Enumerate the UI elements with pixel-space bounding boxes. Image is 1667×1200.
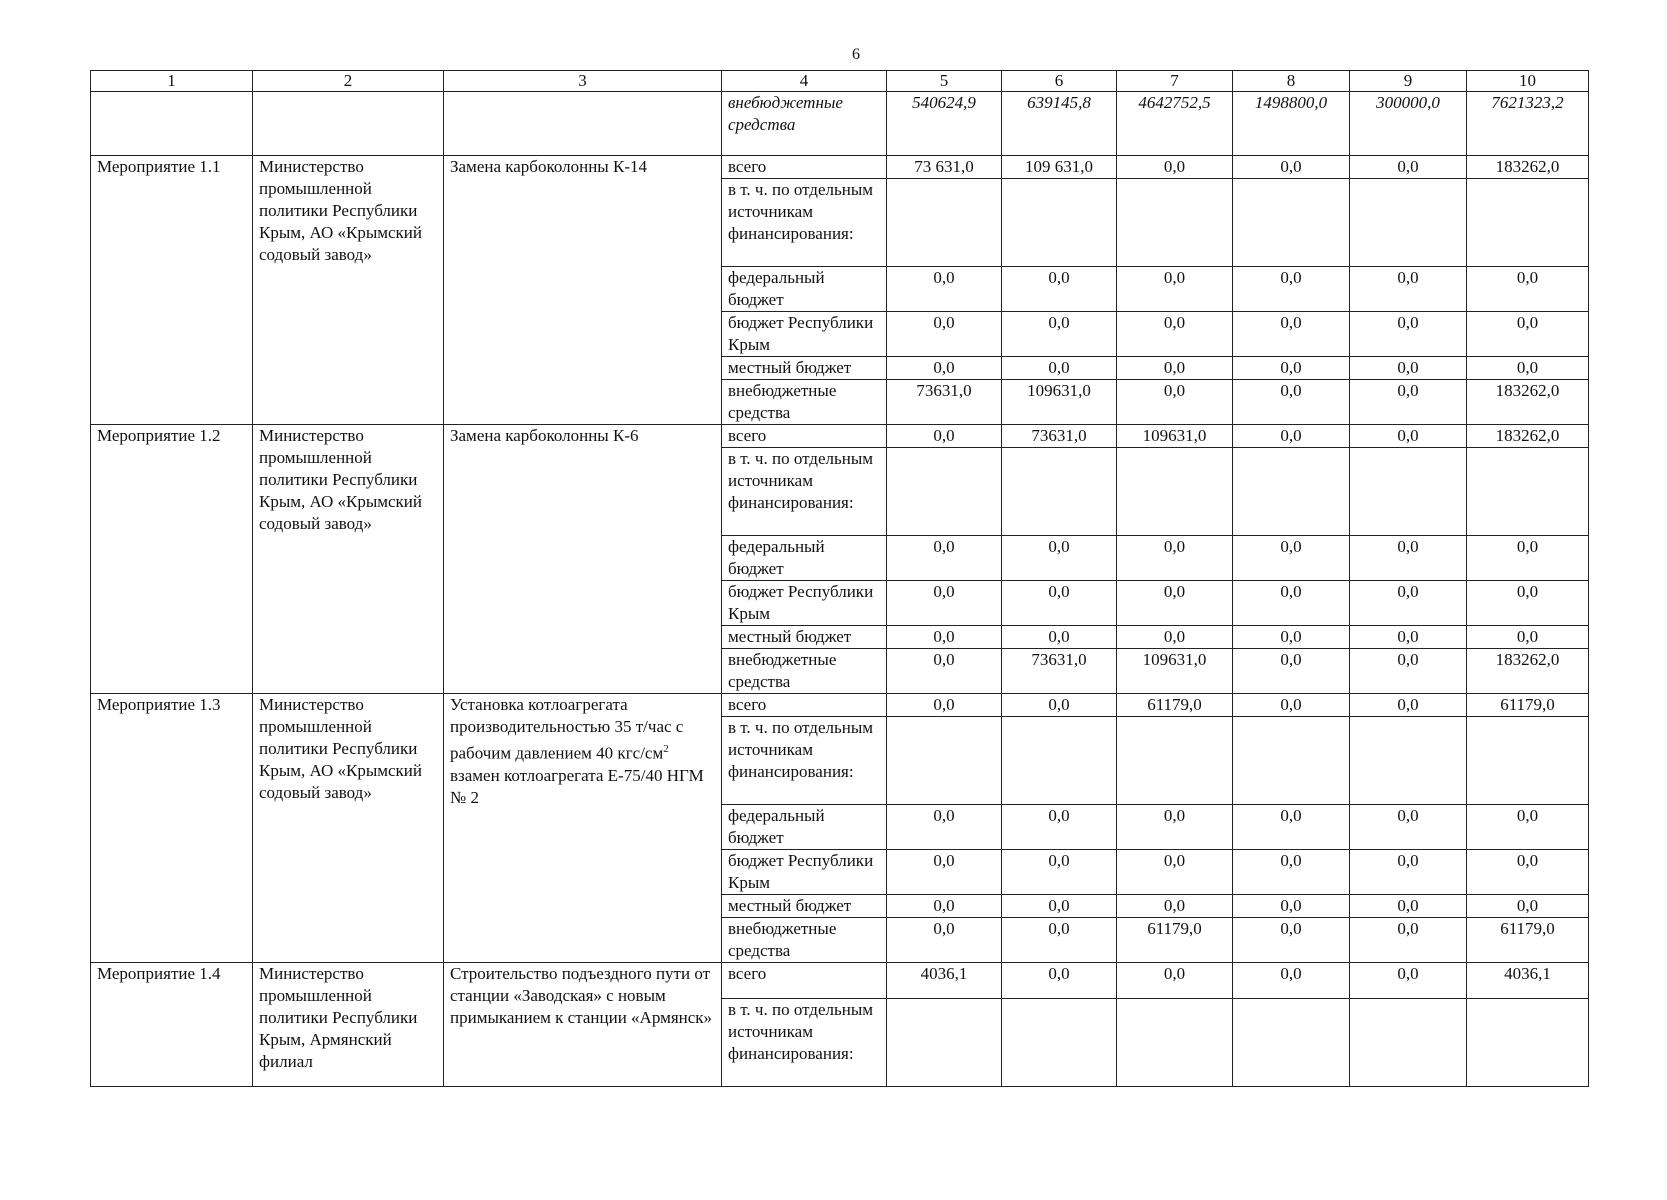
value-cell: 0,0 [1350,805,1467,850]
value-cell: 0,0 [1233,963,1350,999]
value-cell [1467,717,1589,805]
value-cell: 0,0 [887,918,1002,963]
value-cell: 0,0 [887,581,1002,626]
value-cell: 7621323,2 [1467,92,1589,156]
value-cell: 300000,0 [1350,92,1467,156]
value-cell: 0,0 [1002,581,1117,626]
value-cell [1002,999,1117,1087]
value-cell: 0,0 [1117,581,1233,626]
source-label: федеральный бюджет [722,536,887,581]
description-text: взамен котлоагрегата Е-75/40 НГМ № 2 [450,765,704,807]
value-cell [1117,717,1233,805]
value-cell: 109 631,0 [1002,156,1117,179]
carryover-row [91,92,1589,156]
value-cell: 0,0 [1233,581,1350,626]
activity-name: Мероприятие 1.2 [91,425,253,694]
value-cell: 0,0 [1117,626,1233,649]
value-cell [887,448,1002,536]
value-cell: 0,0 [1233,267,1350,312]
activity-executor: Министерство промышленной политики Республики Крым, Армянский филиал [253,963,444,1087]
header-cell: 3 [444,71,722,92]
value-cell: 0,0 [1002,918,1117,963]
value-cell: 0,0 [1350,649,1467,694]
value-cell: 61179,0 [1117,694,1233,717]
value-cell: 4036,1 [1467,963,1589,999]
value-cell: 0,0 [1350,267,1467,312]
source-label: местный бюджет [722,357,887,380]
value-cell: 0,0 [1233,357,1350,380]
activity-executor: Министерство промышленной политики Республики Крым, АО «Крымский содовый завод» [253,694,444,963]
value-cell [1350,448,1467,536]
value-cell: 0,0 [1233,805,1350,850]
activity-description: Замена карбоколонны К-6 [444,425,722,694]
source-label: внебюджетные средства [722,92,887,156]
activity-executor: Министерство промышленной политики Республики Крым, АО «Крымский содовый завод» [253,156,444,425]
value-cell: 0,0 [1233,649,1350,694]
value-cell: 0,0 [1117,357,1233,380]
value-cell: 0,0 [1233,312,1350,357]
value-cell: 0,0 [1002,536,1117,581]
source-label: федеральный бюджет [722,267,887,312]
value-cell [887,717,1002,805]
value-cell: 0,0 [1002,626,1117,649]
value-cell: 0,0 [1233,850,1350,895]
value-cell: 109631,0 [1117,649,1233,694]
budget-table [90,70,1589,1087]
value-cell: 0,0 [1467,312,1589,357]
value-cell: 0,0 [887,626,1002,649]
value-cell [1350,179,1467,267]
value-cell [1467,179,1589,267]
value-cell: 109631,0 [1117,425,1233,448]
activity-name: Мероприятие 1.3 [91,694,253,963]
value-cell: 0,0 [1350,918,1467,963]
value-cell: 0,0 [1467,536,1589,581]
value-cell: 0,0 [1117,380,1233,425]
value-cell: 4642752,5 [1117,92,1233,156]
value-cell [1117,999,1233,1087]
header-cell: 6 [1002,71,1117,92]
header-cell: 10 [1467,71,1589,92]
value-cell: 61179,0 [1117,918,1233,963]
value-cell [887,179,1002,267]
value-cell: 0,0 [1117,805,1233,850]
value-cell: 0,0 [887,312,1002,357]
value-cell: 0,0 [1467,895,1589,918]
description-superscript: 2 [663,743,669,755]
activity-description [444,694,722,963]
value-cell: 0,0 [1467,357,1589,380]
description-text: Установка котлоагрегата производительностью 35 т/час с рабочим давлением 40 кгс/см [450,695,684,763]
value-cell: 0,0 [1350,895,1467,918]
value-cell: 0,0 [1002,694,1117,717]
value-cell: 0,0 [1467,581,1589,626]
value-cell: 0,0 [1233,380,1350,425]
source-label: местный бюджет [722,626,887,649]
value-cell [1233,179,1350,267]
header-cell: 7 [1117,71,1233,92]
source-label: в т. ч. по отдельным источникам финансирования: [722,999,887,1087]
header-cell: 1 [91,71,253,92]
value-cell: 0,0 [887,267,1002,312]
source-label: всего [722,963,887,999]
value-cell: 0,0 [1117,267,1233,312]
value-cell: 183262,0 [1467,649,1589,694]
activity-description: Строительство подъездного пути от станции «Заводская» с новым примыканием к станции «Армянск» [444,963,722,1087]
value-cell [1467,448,1589,536]
value-cell: 0,0 [1467,626,1589,649]
source-label: бюджет Республики Крым [722,312,887,357]
value-cell: 0,0 [887,895,1002,918]
value-cell: 0,0 [887,850,1002,895]
value-cell: 0,0 [1233,536,1350,581]
value-cell: 0,0 [887,694,1002,717]
activity-executor: Министерство промышленной политики Республики Крым, АО «Крымский содовый завод» [253,425,444,694]
value-cell: 0,0 [887,805,1002,850]
value-cell: 0,0 [1350,626,1467,649]
source-label: внебюджетные средства [722,380,887,425]
value-cell: 109631,0 [1002,380,1117,425]
value-cell: 0,0 [1117,312,1233,357]
value-cell: 0,0 [887,649,1002,694]
value-cell: 0,0 [1350,694,1467,717]
value-cell [1350,999,1467,1087]
value-cell [1233,448,1350,536]
value-cell [1002,717,1117,805]
value-cell: 0,0 [1233,918,1350,963]
value-cell: 0,0 [887,425,1002,448]
value-cell: 0,0 [1350,380,1467,425]
value-cell: 0,0 [1350,581,1467,626]
value-cell: 73 631,0 [887,156,1002,179]
value-cell [1467,999,1589,1087]
value-cell: 0,0 [1350,536,1467,581]
source-label: внебюджетные средства [722,918,887,963]
source-label: всего [722,156,887,179]
table-row [91,156,1589,179]
value-cell [1002,448,1117,536]
header-cell: 5 [887,71,1002,92]
value-cell: 0,0 [1117,850,1233,895]
header-row [91,71,1589,92]
value-cell: 0,0 [1117,536,1233,581]
table-row [91,694,1589,717]
source-label: внебюджетные средства [722,649,887,694]
source-label: всего [722,694,887,717]
value-cell: 0,0 [1467,267,1589,312]
value-cell: 0,0 [1467,850,1589,895]
value-cell: 0,0 [1002,357,1117,380]
value-cell: 183262,0 [1467,380,1589,425]
empty-cell [444,92,722,156]
value-cell: 61179,0 [1467,918,1589,963]
source-label: местный бюджет [722,895,887,918]
value-cell [1233,717,1350,805]
value-cell: 73631,0 [1002,425,1117,448]
header-cell: 2 [253,71,444,92]
value-cell [1233,999,1350,1087]
source-label: бюджет Республики Крым [722,850,887,895]
value-cell: 0,0 [1117,895,1233,918]
value-cell: 0,0 [1350,850,1467,895]
empty-cell [253,92,444,156]
value-cell: 61179,0 [1467,694,1589,717]
value-cell: 0,0 [1233,895,1350,918]
source-label: бюджет Республики Крым [722,581,887,626]
value-cell [1002,179,1117,267]
activity-description: Замена карбоколонны К-14 [444,156,722,425]
value-cell: 0,0 [1233,425,1350,448]
value-cell [1117,179,1233,267]
value-cell: 0,0 [887,536,1002,581]
source-label: федеральный бюджет [722,805,887,850]
value-cell: 0,0 [1350,156,1467,179]
value-cell: 0,0 [1467,805,1589,850]
source-label: всего [722,425,887,448]
value-cell: 0,0 [1350,963,1467,999]
header-cell: 9 [1350,71,1467,92]
page-number: 6 [852,46,860,63]
activity-name: Мероприятие 1.4 [91,963,253,1087]
value-cell: 0,0 [1002,895,1117,918]
value-cell: 0,0 [1002,312,1117,357]
source-label: в т. ч. по отдельным источникам финансирования: [722,448,887,536]
value-cell: 0,0 [1117,963,1233,999]
value-cell: 540624,9 [887,92,1002,156]
value-cell: 0,0 [1233,156,1350,179]
header-cell: 4 [722,71,887,92]
value-cell: 0,0 [1233,694,1350,717]
value-cell: 183262,0 [1467,425,1589,448]
source-label: в т. ч. по отдельным источникам финансирования: [722,717,887,805]
value-cell: 183262,0 [1467,156,1589,179]
value-cell [887,999,1002,1087]
value-cell: 0,0 [1117,156,1233,179]
empty-cell [91,92,253,156]
value-cell [1117,448,1233,536]
value-cell: 0,0 [1002,805,1117,850]
header-cell: 8 [1233,71,1350,92]
value-cell [1350,717,1467,805]
value-cell: 0,0 [1002,850,1117,895]
value-cell: 73631,0 [1002,649,1117,694]
value-cell: 0,0 [887,357,1002,380]
activity-name: Мероприятие 1.1 [91,156,253,425]
source-label: в т. ч. по отдельным источникам финансирования: [722,179,887,267]
value-cell: 1498800,0 [1233,92,1350,156]
value-cell: 0,0 [1350,312,1467,357]
value-cell: 0,0 [1233,626,1350,649]
table-row [91,963,1589,999]
table-row [91,425,1589,448]
value-cell: 4036,1 [887,963,1002,999]
value-cell: 0,0 [1002,963,1117,999]
value-cell: 73631,0 [887,380,1002,425]
value-cell: 0,0 [1002,267,1117,312]
value-cell: 0,0 [1350,425,1467,448]
value-cell: 0,0 [1350,357,1467,380]
value-cell: 639145,8 [1002,92,1117,156]
